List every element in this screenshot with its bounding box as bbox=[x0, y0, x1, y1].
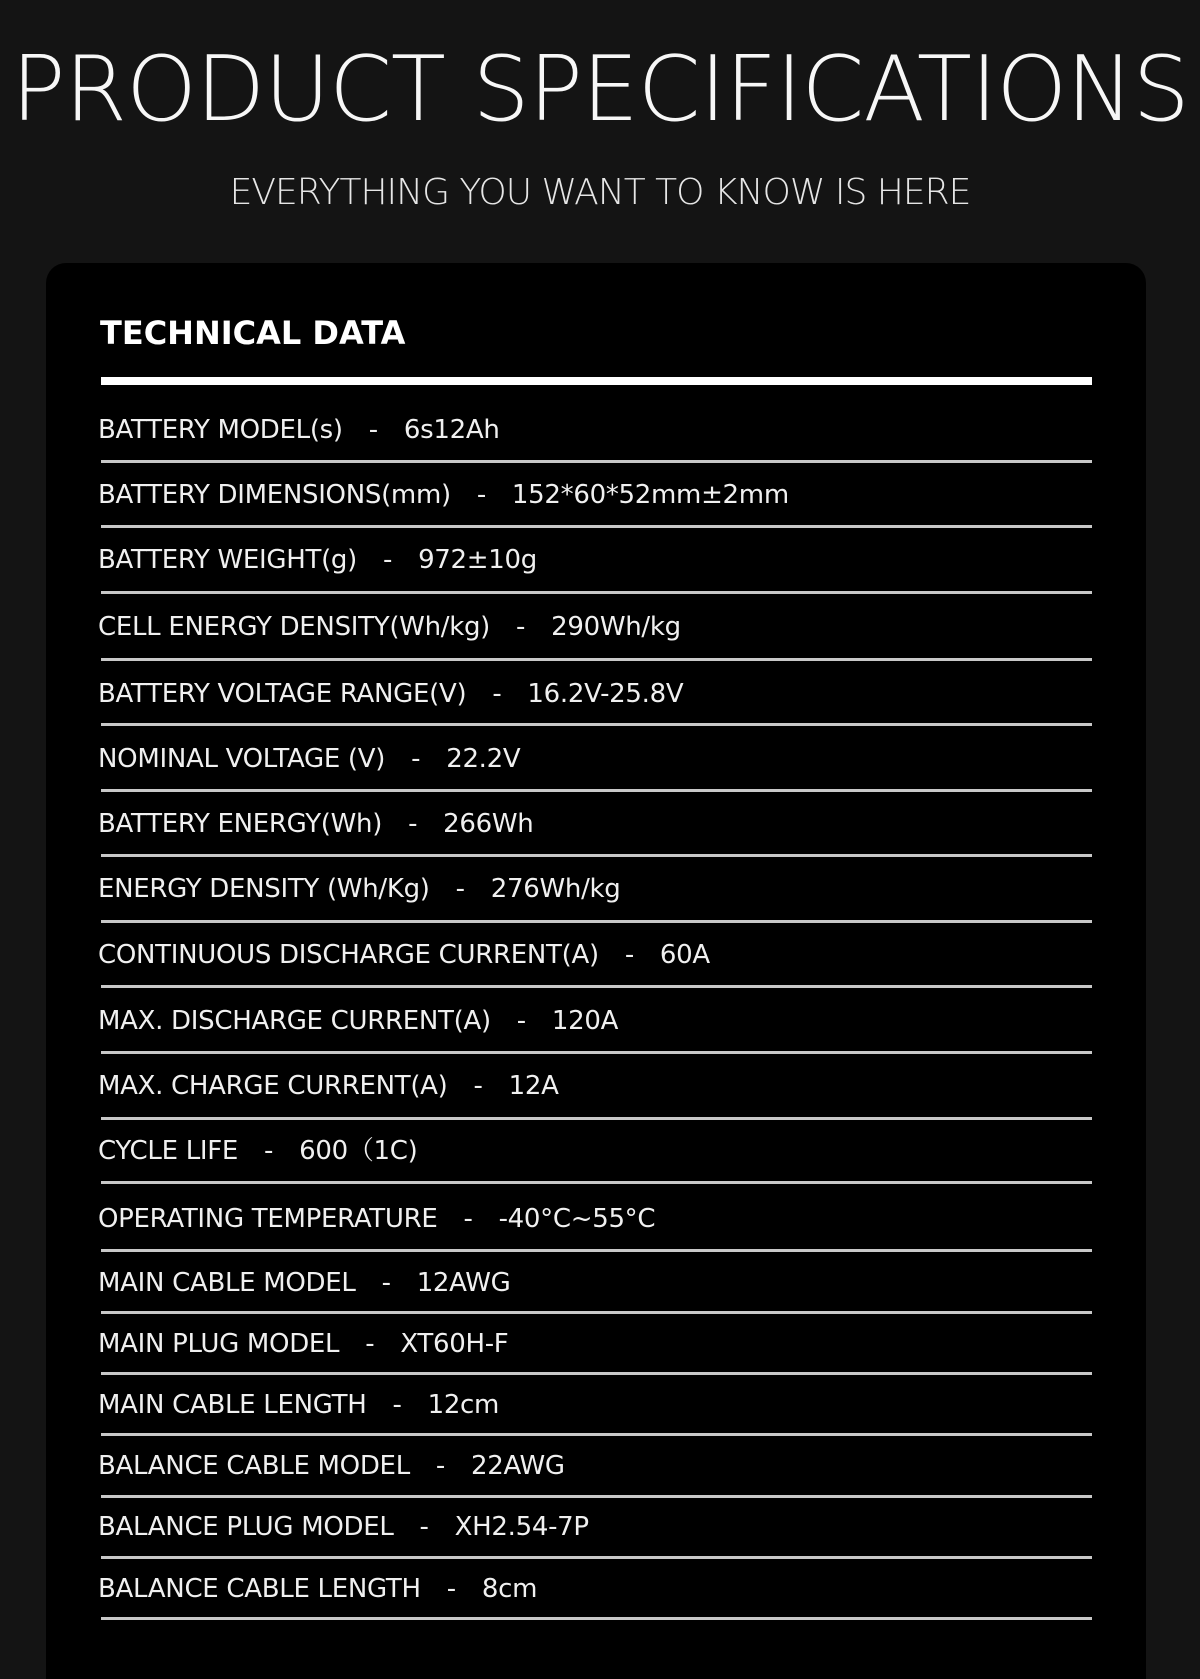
row-divider bbox=[101, 591, 1092, 594]
spec-row bbox=[98, 1324, 1092, 1364]
spec-value: 22AWG bbox=[470, 1451, 565, 1481]
row-divider bbox=[101, 985, 1092, 988]
spec-separator: - bbox=[365, 1329, 375, 1359]
page-subtitle: EVERYTHING YOU WANT TO KNOW IS HERE bbox=[229, 172, 971, 213]
spec-value: -40°C~55°C bbox=[498, 1204, 656, 1234]
spec-value: 16.2V-25.8V bbox=[527, 679, 684, 709]
spec-label: BATTERY VOLTAGE RANGE(V) bbox=[98, 679, 467, 709]
spec-value: 8cm bbox=[481, 1574, 538, 1604]
spec-separator: - bbox=[455, 874, 465, 904]
spec-row bbox=[98, 674, 1092, 714]
spec-label: BATTERY MODEL(s) bbox=[98, 415, 343, 445]
spec-row bbox=[98, 1385, 1092, 1425]
spec-label: MAIN CABLE MODEL bbox=[98, 1268, 356, 1298]
spec-label: CYCLE LIFE bbox=[98, 1136, 239, 1166]
spec-row bbox=[98, 1507, 1092, 1547]
spec-label: NOMINAL VOLTAGE (V) bbox=[98, 744, 386, 774]
row-divider bbox=[101, 723, 1092, 726]
spec-row bbox=[98, 1001, 1092, 1041]
spec-label: MAX. CHARGE CURRENT(A) bbox=[98, 1071, 448, 1101]
spec-value: 266Wh bbox=[443, 809, 534, 839]
spec-separator: - bbox=[381, 1268, 391, 1298]
row-divider bbox=[101, 1433, 1092, 1436]
spec-row bbox=[98, 935, 1092, 975]
row-divider bbox=[101, 658, 1092, 661]
spec-value: 12A bbox=[508, 1071, 559, 1101]
spec-value: 276Wh/kg bbox=[490, 874, 621, 904]
spec-row bbox=[98, 540, 1092, 580]
row-divider bbox=[101, 1311, 1092, 1314]
spec-separator: - bbox=[435, 1451, 445, 1481]
spec-value: XT60H-F bbox=[400, 1329, 509, 1359]
spec-row bbox=[98, 804, 1092, 844]
spec-value: 6s12Ah bbox=[403, 415, 500, 445]
spec-row bbox=[98, 1066, 1092, 1106]
spec-separator: - bbox=[516, 612, 526, 642]
row-divider bbox=[101, 789, 1092, 792]
spec-value: 22.2V bbox=[446, 744, 521, 774]
spec-label: CELL ENERGY DENSITY(Wh/kg) bbox=[98, 612, 491, 642]
spec-label: BALANCE CABLE LENGTH bbox=[98, 1574, 421, 1604]
spec-row bbox=[98, 475, 1092, 515]
spec-separator: - bbox=[516, 1006, 526, 1036]
page-title: PRODUCT SPECIFICATIONS bbox=[11, 37, 1189, 142]
spec-label: BATTERY DIMENSIONS(mm) bbox=[98, 480, 451, 510]
spec-separator: - bbox=[382, 545, 393, 575]
spec-separator: - bbox=[473, 1071, 483, 1101]
spec-row bbox=[98, 739, 1092, 779]
spec-separator: - bbox=[492, 679, 502, 709]
row-divider bbox=[101, 1495, 1092, 1498]
row-divider bbox=[101, 525, 1092, 528]
spec-row bbox=[98, 1569, 1092, 1609]
row-divider bbox=[101, 1556, 1092, 1559]
row-divider bbox=[101, 1181, 1092, 1184]
section-heading: TECHNICAL DATA bbox=[100, 314, 406, 352]
spec-value: 60A bbox=[659, 940, 710, 970]
spec-separator: - bbox=[624, 940, 634, 970]
spec-value: 12AWG bbox=[416, 1268, 511, 1298]
spec-value: 152*60*52mm±2mm bbox=[511, 480, 789, 510]
row-divider bbox=[101, 1117, 1092, 1120]
spec-separator: - bbox=[411, 744, 421, 774]
spec-row bbox=[98, 1263, 1092, 1303]
row-divider bbox=[101, 854, 1092, 857]
spec-label: OPERATING TEMPERATURE bbox=[98, 1204, 438, 1234]
spec-row bbox=[98, 1446, 1092, 1486]
spec-row bbox=[98, 1131, 1092, 1171]
row-divider bbox=[101, 1372, 1092, 1375]
row-divider bbox=[101, 920, 1092, 923]
row-divider bbox=[101, 1249, 1092, 1252]
spec-label: MAX. DISCHARGE CURRENT(A) bbox=[98, 1006, 491, 1036]
row-divider bbox=[101, 460, 1092, 463]
spec-value: 600（1C) bbox=[299, 1136, 418, 1166]
spec-value: 290Wh/kg bbox=[551, 612, 681, 642]
spec-label: CONTINUOUS DISCHARGE CURRENT(A) bbox=[98, 940, 599, 970]
spec-label: BATTERY ENERGY(Wh) bbox=[98, 809, 383, 839]
spec-value: XH2.54-7P bbox=[454, 1512, 589, 1542]
row-divider bbox=[101, 1617, 1092, 1620]
heading-rule bbox=[101, 377, 1092, 385]
spec-row bbox=[98, 410, 1092, 450]
spec-label: BATTERY WEIGHT(g) bbox=[98, 545, 357, 575]
spec-row bbox=[98, 1199, 1092, 1239]
spec-value: 12cm bbox=[427, 1390, 500, 1420]
row-divider bbox=[101, 1051, 1092, 1054]
spec-label: ENERGY DENSITY (Wh/Kg) bbox=[98, 874, 430, 904]
spec-separator: - bbox=[463, 1204, 473, 1234]
spec-label: MAIN CABLE LENGTH bbox=[98, 1390, 367, 1420]
spec-label: BALANCE PLUG MODEL bbox=[98, 1512, 394, 1542]
spec-value: 120A bbox=[551, 1006, 619, 1036]
spec-separator: - bbox=[264, 1136, 274, 1166]
spec-value: 972±10g bbox=[418, 545, 537, 575]
spec-separator: - bbox=[392, 1390, 402, 1420]
spec-separator: - bbox=[368, 415, 378, 445]
spec-label: MAIN PLUG MODEL bbox=[98, 1329, 340, 1359]
spec-row bbox=[98, 607, 1092, 647]
spec-label: BALANCE CABLE MODEL bbox=[98, 1451, 410, 1481]
spec-separator: - bbox=[408, 809, 418, 839]
spec-separator: - bbox=[419, 1512, 429, 1542]
spec-separator: - bbox=[446, 1574, 456, 1604]
spec-row bbox=[98, 869, 1092, 909]
spec-separator: - bbox=[476, 480, 486, 510]
